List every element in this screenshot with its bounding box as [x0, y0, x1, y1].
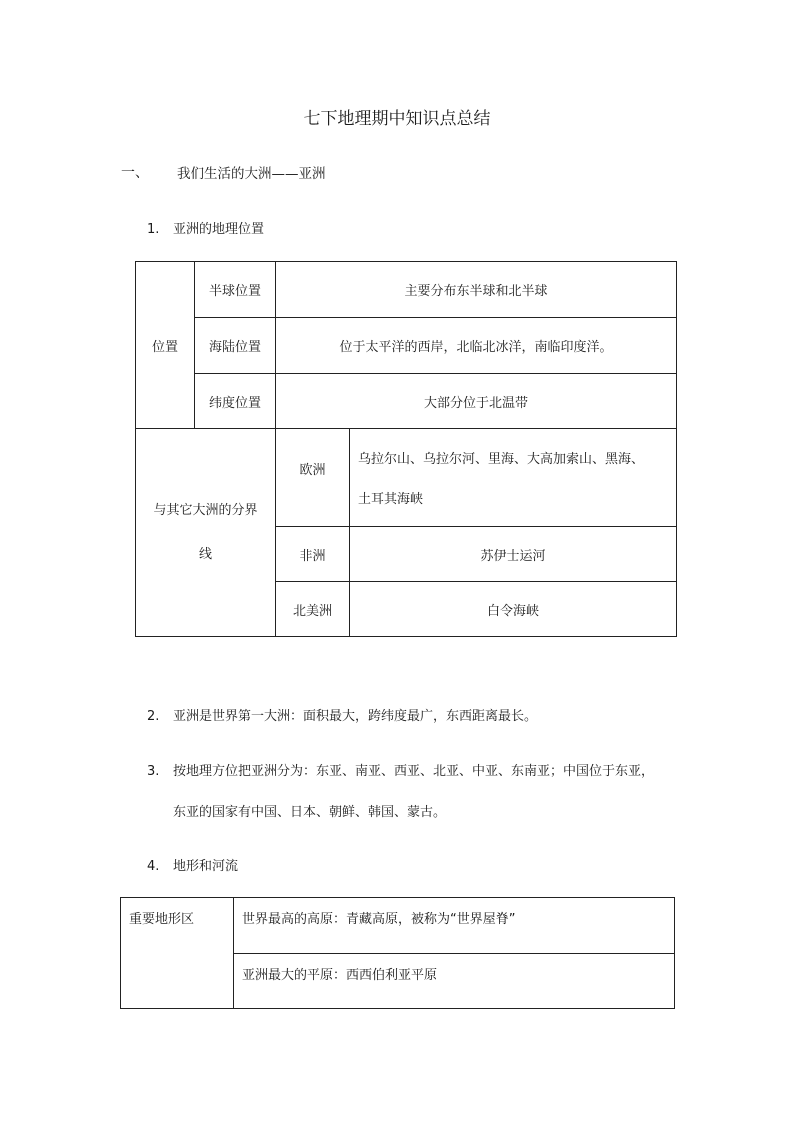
list-item-2: [147, 705, 537, 724]
row-label: 半球位置: [195, 262, 276, 318]
landform-row: 亚洲最大的平原：西西伯利亚平原: [234, 954, 675, 1009]
row-label: 纬度位置: [195, 374, 276, 429]
landform-row: 世界最高的高原：青藏高原，被称为“世界屋脊”: [234, 898, 675, 954]
item-text: 亚洲的地理位置: [173, 222, 265, 237]
landform-label: 重要地形区: [121, 898, 234, 1009]
continent-africa: 非洲: [276, 527, 350, 582]
boundary-value-line2: 土耳其海峡: [358, 492, 424, 507]
boundary-value-line1: 乌拉尔山、乌拉尔河、里海、大高加索山、黑海、: [358, 452, 645, 467]
page-title: 七下地理期中知识点总结: [303, 109, 491, 129]
row-value: 位于太平洋的西岸，北临北冰洋，南临印度洋。: [276, 318, 677, 374]
boundary-label: [136, 429, 276, 637]
item-text-line2: 东亚的国家有中国、日本、朝鲜、韩国、蒙古。: [173, 805, 447, 820]
row-value: 主要分布东半球和北半球: [276, 262, 677, 318]
landform-table: [120, 897, 675, 1009]
boundary-value: 白令海峡: [350, 582, 677, 637]
boundary-value: 苏伊士运河: [350, 527, 677, 582]
position-label: 位置: [136, 262, 195, 429]
table-row: [136, 262, 677, 318]
section-number: 一、: [121, 165, 149, 181]
boundary-label-line1: 与其它大洲的分界: [153, 502, 258, 518]
continent-north-america: 北美洲: [276, 582, 350, 637]
item-number: 2.: [147, 709, 160, 724]
table-row: [136, 374, 677, 429]
item-number: 3.: [147, 764, 160, 779]
list-item-1: [147, 218, 264, 237]
row-label: 海陆位置: [195, 318, 276, 374]
row-value: 大部分位于北温带: [276, 374, 677, 429]
list-item-4: [147, 855, 238, 874]
boundary-value: [350, 429, 677, 527]
item-number: 4.: [147, 859, 160, 874]
table-row: [136, 429, 677, 527]
item-text: 地形和河流: [173, 859, 239, 874]
section-title: 我们生活的大洲——亚洲: [177, 166, 326, 182]
list-item-3: [147, 760, 654, 779]
item-number: 1.: [147, 222, 160, 237]
table-row: [136, 318, 677, 374]
asia-location-table: [135, 261, 677, 637]
boundary-label-line2: 线: [198, 546, 212, 562]
item-text-line1: 按地理方位把亚洲分为：东亚、南亚、西亚、北亚、中亚、东南亚；中国位于东亚，: [173, 764, 655, 779]
item-text: 亚洲是世界第一大洲：面积最大，跨纬度最广，东西距离最长。: [173, 709, 538, 724]
table-row: [121, 898, 675, 954]
continent-europe: 欧洲: [276, 429, 350, 527]
